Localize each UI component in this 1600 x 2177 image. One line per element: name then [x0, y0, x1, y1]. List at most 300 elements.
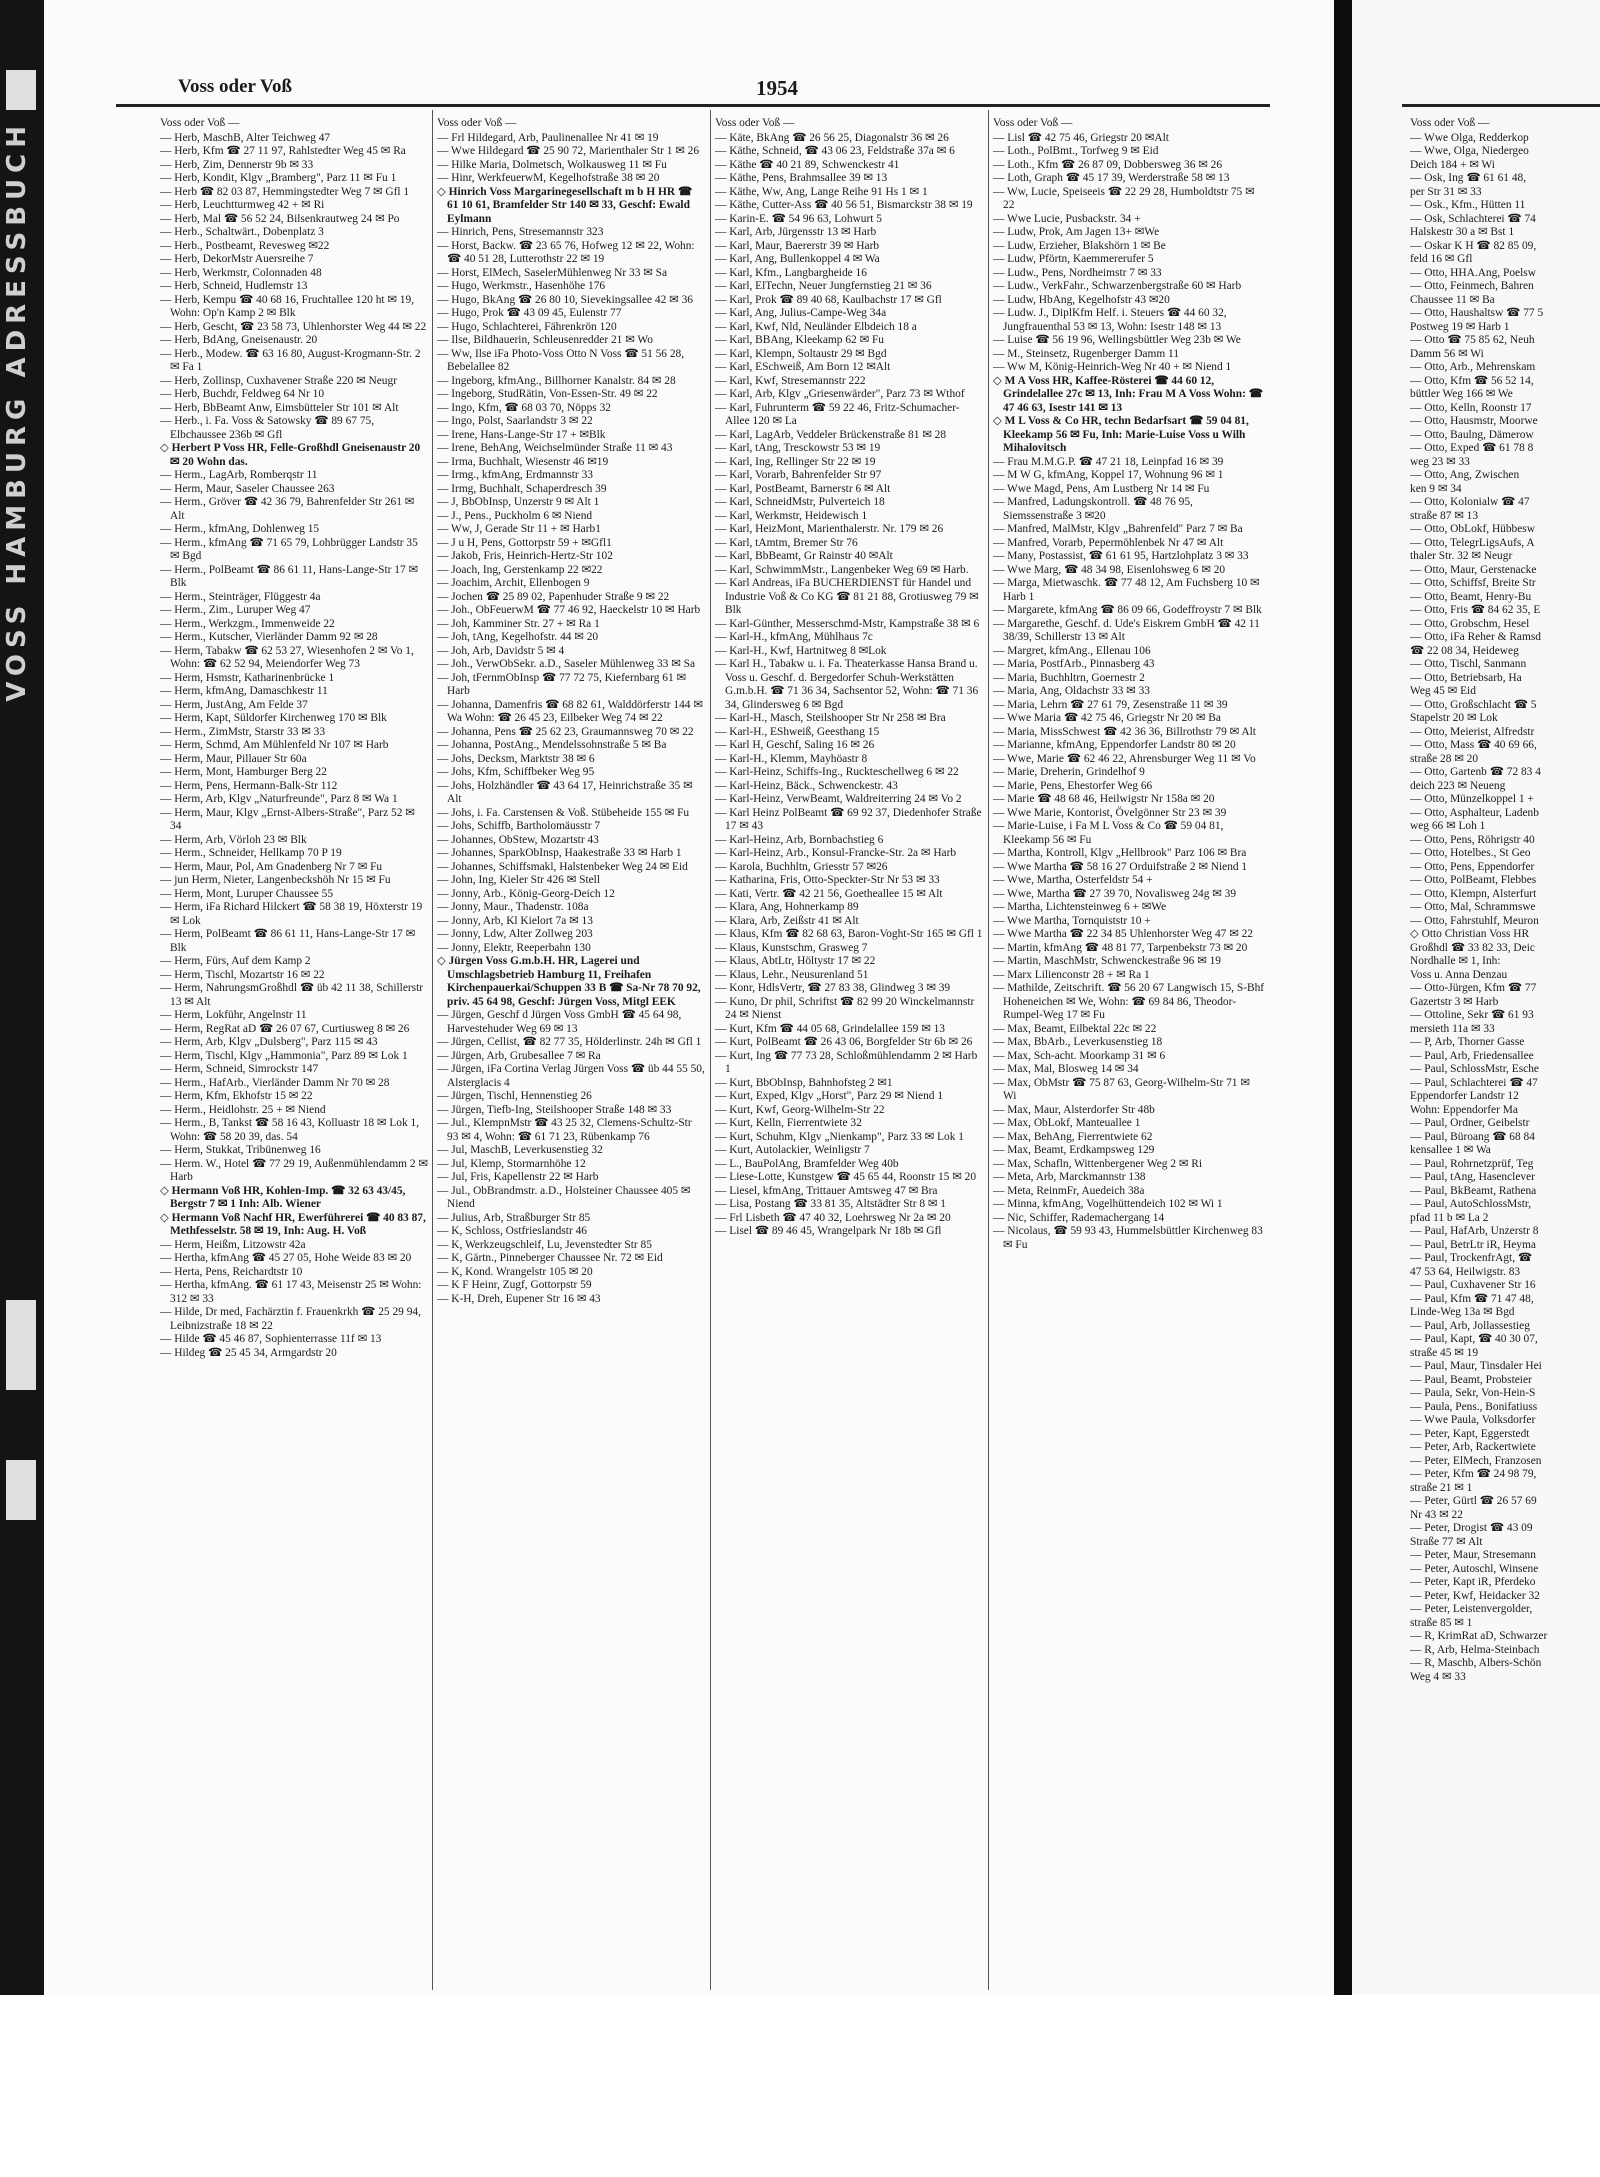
directory-entry: Damm 56 ✉ Wi	[1410, 347, 1484, 360]
directory-entry: — Otto, HHA.Ang, Poelsw	[1410, 266, 1536, 279]
directory-entry: — Kurt, Schuhm, Klgv „Nienkamp", Parz 33 ✉ Lok 1	[715, 1130, 964, 1143]
directory-entry: — Otto, Pens, Eppendorfer	[1410, 860, 1535, 873]
directory-entry: — Wwe Marg, ☎ 48 34 98, Eisenlohsweg 6 ✉ 20	[993, 563, 1226, 576]
directory-entry: — Johs, Decksm, Marktstr 38 ✉ 6	[437, 752, 595, 765]
directory-entry: — Martha, Lichtensteinweg 6 + ✉We	[993, 901, 1167, 913]
directory-entry: — Otto, Fris ☎ 84 62 35, E	[1410, 604, 1541, 616]
directory-entry: — Herm, iFa Richard Hilckert ☎ 58 38 19, Höxterstr 19 ✉ Lok	[160, 901, 423, 927]
directory-entry: — Karl-H., Masch, Steilshooper Str Nr 258 ✉ Bra	[715, 712, 946, 724]
directory-entry: — Otto, Tischl, Sanmann	[1410, 658, 1527, 670]
directory-entry: — Karl, PostBeamt, Barnerstr 6 ✉ Alt	[715, 482, 891, 495]
directory-entry: — Oskar K H ☎ 82 85 09,	[1410, 239, 1537, 252]
page-header	[116, 70, 1268, 104]
directory-entry: feld 16 ✉ Gfl	[1410, 253, 1473, 265]
directory-entry: — Ottoline, Sekr ☎ 61 93	[1410, 1009, 1534, 1021]
directory-entry: — Herm, Pens, Hermann-Balk-Str 112	[160, 779, 338, 792]
directory-entry: — Ludw, Prok, Am Jagen 13+ ✉We	[993, 226, 1160, 238]
directory-entry: — Karl, Kfm., Langbargheide 16	[715, 266, 867, 279]
directory-entry: — Wwe, Martha ☎ 27 39 70, Novalisweg 24g ✉ 39	[993, 887, 1237, 900]
directory-entry: — Herb, Kondit, Klgv „Bramberg", Parz 11 ✉ Fu 1	[160, 172, 397, 184]
directory-entry: — Johanna, Damenfris ☎ 68 82 61, Walddörferstr 144 ✉ Wa Wohn: ☎ 26 45 23, Eilbeker Weg 74 ✉ 22	[437, 698, 703, 724]
directory-entry: — Ww, Lucie, Speiseeis ☎ 22 29 28, Humboldtstr 75 ✉ 22	[993, 185, 1255, 211]
directory-entry: — Herm., ZimMstr, Starstr 33 ✉ 33	[160, 725, 326, 738]
directory-entry: — Jul, MaschB, Leverkusenstieg 32	[437, 1144, 603, 1156]
directory-entry: — Otto, Baulng, Dämerow	[1410, 428, 1534, 441]
directory-entry: Straße 77 ✉ Alt	[1410, 1535, 1483, 1548]
directory-entry: — Karl, tAng, Tresckowstr 53 ✉ 19	[715, 442, 881, 454]
directory-entry: — Herm., Gröver ☎ 42 36 79, Bahrenfelder Str 261 ✉ Alt	[160, 496, 415, 522]
directory-entry: — Margarete, kfmAng ☎ 86 09 66, Godeffroystr 7 ✉ Blk	[993, 604, 1262, 616]
directory-entry: — Max, Sch-acht. Moorkamp 31 ✉ 6	[993, 1049, 1166, 1062]
directory-entry: — Luise ☎ 56 19 96, Wellingsbüttler Weg 23b ✉ We	[993, 334, 1241, 346]
directory-entry: — Otto, Ang, Zwischen	[1410, 469, 1520, 481]
directory-entry: kensallee 1 ✉ Wa	[1410, 1144, 1491, 1156]
directory-entry: — Otto, Klempn, Alsterfurt	[1410, 887, 1537, 900]
column-head: Voss oder Voß —	[160, 117, 240, 129]
directory-entry: — Wwe, Olga, Niedergeo	[1410, 145, 1529, 157]
directory-entry: — Jul, Fris, Kapellenstr 22 ✉ Harb	[437, 1171, 599, 1183]
directory-entry: — Herb, BdAng, Gneisenaustr. 20	[160, 334, 318, 346]
directory-entry: — Peter, Drogist ☎ 43 09	[1410, 1522, 1533, 1534]
directory-entry: — Otto, Hotelbes., St Geo	[1410, 847, 1531, 859]
directory-entry: — Jonny, Elektr, Reeperbahn 130	[437, 941, 591, 954]
directory-entry: — Johanna, PostAng., Mendelssohnstraße 5 ✉ Ba	[437, 739, 667, 751]
right-header-rule	[1402, 104, 1600, 107]
directory-entry: — K, Schloss, Ostfrieslandstr 46	[437, 1225, 587, 1237]
directory-entry: — Hilde, Dr med, Fachärztin f. Frauenkrkh ☎ 25 29 94, Leibnizstraße 18 ✉ 22	[160, 1306, 421, 1332]
directory-entry: — Kurt, Autolackier, Weinligstr 7	[715, 1144, 870, 1156]
directory-entry: — Peter, Kapt, Eggerstedt	[1410, 1427, 1530, 1440]
directory-entry: straße 28 ✉ 20	[1410, 752, 1479, 765]
directory-entry: — Herb., i. Fa. Voss & Satowsky ☎ 89 67 75, Elbchaussee 236b ✉ Gfl	[160, 415, 375, 441]
directory-entry: — Otto ☎ 75 85 62, Neuh	[1410, 334, 1535, 346]
directory-entry: — Herm, Mont, Luruper Chaussee 55	[160, 887, 334, 900]
directory-entry: 47 53 64, Heilwigstr. 83	[1410, 1265, 1521, 1278]
directory-entry: — Ingo, Polst, Saarlandstr 3 ✉ 22	[437, 415, 593, 427]
directory-entry: — Wwe Marie, Kontorist, Övelgönner Str 23 ✉ 39	[993, 806, 1227, 819]
spine-band	[6, 70, 36, 110]
directory-entry: — Herm, kfmAng, Damaschkestr 11	[160, 685, 328, 697]
directory-entry: — Karl, Ing, Rellinger Str 22 ✉ 19	[715, 455, 876, 468]
directory-entry: — Maria, Buchhltrn, Goernestr 2	[993, 671, 1145, 684]
column-4	[993, 117, 1265, 1987]
directory-entry: — Hildeg ☎ 25 45 34, Armgardstr 20	[160, 1346, 337, 1359]
directory-entry: — Manfred, MalMstr, Klgv „Bahrenfeld" Parz 7 ✉ Ba	[993, 523, 1243, 535]
directory-entry: — Mathilde, Zeitschrift. ☎ 56 20 67 Langwisch 15, S-Bhf Hoheneichen ✉ We, Wohn: ☎ 69 84 86, Theodor-Rumpel-Weg 17 ✉ Fu	[993, 982, 1265, 1021]
directory-entry: — Karl, ESchweiß, Am Born 12 ✉Alt	[715, 361, 891, 373]
directory-entry: — Ilse, Bildhauerin, Schleusenredder 21 ✉ Wo	[437, 334, 653, 346]
directory-entry: — Peter, Kapt iR, Pferdeko	[1410, 1576, 1536, 1588]
directory-entry: — Karl, ElTechn, Neuer Jungfernstieg 21 ✉ 36	[715, 280, 932, 292]
directory-entry: — Marx Lilienconstr 28 + ✉ Ra 1	[993, 968, 1150, 981]
directory-entry: — Herm., Zim., Luruper Weg 47	[160, 604, 311, 616]
directory-entry: — K F Heinr, Zugf, Gottorpstr 59	[437, 1279, 592, 1291]
directory-entry: thaler Str. 32 ✉ Neugr	[1410, 550, 1513, 562]
directory-entry: — Käthe, Pens, Brahmsallee 39 ✉ 13	[715, 172, 888, 184]
directory-entry: — Herta, Pens, Reichardtstr 10	[160, 1265, 303, 1278]
directory-entry: — Herm, Maur, Pol, Am Gnadenberg Nr 7 ✉ Fu	[160, 860, 383, 873]
directory-entry: — Otto, Maur, Gerstenacke	[1410, 563, 1537, 576]
directory-entry: — Paul, Kfm ☎ 71 47 48,	[1410, 1292, 1534, 1305]
directory-entry: — Jonny, Arb., König-Georg-Deich 12	[437, 887, 615, 900]
directory-entry: ken 9 ✉ 34	[1410, 482, 1462, 495]
directory-entry: — Max, BehAng, Fierrentwiete 62	[993, 1130, 1153, 1143]
directory-entry: — Herb, Schneid, Hudlemstr 13	[160, 280, 308, 292]
directory-entry: — Herm, Stukkat, Tribünenweg 16	[160, 1144, 321, 1156]
directory-entry: Deich 184 + ✉ Wi	[1410, 158, 1495, 171]
directory-entry: — Peter, Kfm ☎ 24 98 79,	[1410, 1468, 1537, 1480]
directory-entry: — Kurt, Kfm ☎ 44 05 68, Grindelallee 159 ✉ 13	[715, 1022, 945, 1035]
directory-entry: — John, Ing, Kieler Str 426 ✉ Stell	[437, 874, 600, 886]
directory-entry: — Herb, Kfm ☎ 27 11 97, Rahlstedter Weg 45 ✉ Ra	[160, 145, 406, 157]
directory-entry: ◇ Jürgen Voss G.m.b.H. HR, Lagerei und Umschlagsbetrieb Hamburg 11, Freihafen Kirchenpauerkai/Schuppen 33 B ☎ Sa-Nr 78 70 92, priv. 45 64 98, Geschf: Jürgen Voss, Mitgl EEK	[437, 955, 701, 1008]
directory-entry: — Karl, Fuhrunterm ☎ 59 22 46, Fritz-Schumacher-Allee 120 ✉ La	[715, 401, 960, 427]
directory-entry: — Kurt, Kelln, Fierrentwiete 32	[715, 1117, 862, 1129]
directory-entry: — Max, ObLokf, Manteuallee 1	[993, 1117, 1141, 1129]
directory-entry: — Paul, BkBeamt, Rathena	[1410, 1184, 1537, 1197]
directory-entry: — Karl, Vorarb, Bahrenfelder Str 97	[715, 469, 882, 481]
directory-entry: — Otto, ObLokf, Hübbesw	[1410, 523, 1535, 535]
directory-entry: — Karl-H., EShweiß, Geesthang 15	[715, 725, 880, 738]
directory-entry: — M., Steinsetz, Rugenberger Damm 11	[993, 347, 1180, 360]
directory-entry: — Herm, Lokführ, Angelnstr 11	[160, 1009, 307, 1021]
directory-entry: — Jürgen, Arb, Grubesallee 7 ✉ Ra	[437, 1049, 601, 1062]
directory-entry: — Maria, Ang, Oldachstr 33 ✉ 33	[993, 685, 1150, 697]
directory-entry: — L., BauPolAng, Bramfelder Weg 40b	[715, 1157, 899, 1170]
directory-entry: — Peter, ElMech, Franzosen	[1410, 1454, 1542, 1467]
directory-entry: — Herm, Schmd, Am Mühlenfeld Nr 107 ✉ Harb	[160, 739, 389, 751]
directory-entry: — Otto, Fahrstuhlf, Meuron	[1410, 914, 1539, 927]
directory-entry: — Kati, Vertr. ☎ 42 21 56, Goetheallee 15 ✉ Alt	[715, 887, 943, 900]
column-head: Voss oder Voß —	[715, 117, 795, 129]
directory-entry: — Herm., HafArb., Vierländer Damm Nr 70 ✉ 28	[160, 1076, 390, 1089]
directory-entry: — Johs, i. Fa. Carstensen & Voß. Stübeheide 155 ✉ Fu	[437, 806, 690, 819]
directory-entry: — Max, Mal, Blosweg 14 ✉ 34	[993, 1063, 1139, 1075]
directory-entry: — Max, BbArb., Leverkusenstieg 18	[993, 1036, 1163, 1048]
directory-entry: — Wwe Magd, Pens, Am Lustberg Nr 14 ✉ Fu	[993, 482, 1210, 495]
directory-entry: — Karl Andreas, iFa BUCHERDIENST für Handel und Industrie Voß & Co KG ☎ 81 21 88, Grotiusweg 79 ✉ Blk	[715, 577, 979, 616]
directory-entry: — Otto, Arb., Mehrenskam	[1410, 361, 1536, 373]
directory-entry: — Klaus, AbtLtr, Höltystr 17 ✉ 22	[715, 955, 876, 967]
directory-entry: — Marie ☎ 48 68 46, Heilwigstr Nr 158a ✉ 20	[993, 793, 1215, 805]
directory-entry: — Paul, TrockenfrAgt, ☎	[1410, 1252, 1533, 1264]
directory-entry: — Klaus, Kunstschm, Grasweg 7	[715, 941, 868, 954]
left-page-edge	[0, 0, 44, 1995]
directory-entry: — Max, ObMstr ☎ 75 87 63, Georg-Wilhelm-Str 71 ✉ Wi	[993, 1076, 1250, 1102]
directory-entry: — Herm, Arb, Klgv „Dulsberg", Parz 115 ✉ 43	[160, 1036, 378, 1048]
directory-entry: — Meta, Arb, Marckmannstr 138	[993, 1171, 1146, 1183]
directory-entry: — Otto, Gartenb ☎ 72 83 4	[1410, 766, 1541, 778]
directory-entry: — Jürgen, Cellist, ☎ 82 77 35, Hölderlinstr. 24h ✉ Gfl 1	[437, 1036, 702, 1048]
column-1	[160, 117, 428, 1987]
directory-entry: — Jonny, Arb, Kl Kielort 7a ✉ 13	[437, 914, 593, 927]
directory-entry: Postweg 19 ✉ Harb 1	[1410, 320, 1510, 333]
directory-entry: — Loth., PolBmt., Torfweg 9 ✉ Eid	[993, 145, 1159, 157]
directory-entry: — Paul, Büroang ☎ 68 84	[1410, 1130, 1535, 1143]
directory-entry: — Käthe, Cutter-Ass ☎ 40 56 51, Bismarckstr 38 ✉ 19	[715, 199, 973, 211]
directory-entry: — Paul, Ordner, Geibelstr	[1410, 1117, 1530, 1129]
directory-entry: — J, BbObInsp, Unzerstr 9 ✉ Alt 1	[437, 496, 600, 508]
page-number: 1954	[756, 76, 798, 100]
directory-entry: — Paula, Sekr, Von-Hein-S	[1410, 1387, 1536, 1399]
directory-entry: — Johannes, SparkObInsp, Haakestraße 33 ✉ Harb 1	[437, 847, 682, 859]
directory-entry: — Herm. W., Hotel ☎ 77 29 19, Außenmühlendamm 2 ✉ Harb	[160, 1157, 428, 1183]
header-rule	[116, 104, 1270, 107]
directory-entry: — Peter, Autoschl, Winsene	[1410, 1562, 1539, 1575]
directory-entry: — Many, Postassist, ☎ 61 61 95, Hartzlohplatz 3 ✉ 33	[993, 550, 1249, 562]
directory-entry: — Herm., B, Tankst ☎ 58 16 43, Kolluastr 18 ✉ Lok 1, Wohn: ☎ 58 20 39, das. 54	[160, 1117, 420, 1143]
directory-entry: — Hilke Maria, Dolmetsch, Wolkausweg 11 ✉ Fu	[437, 158, 667, 171]
directory-entry: — Loth, Graph ☎ 45 17 39, Werderstraße 58 ✉ 13	[993, 172, 1230, 184]
directory-entry: Eppendorfer Landstr 12	[1410, 1090, 1519, 1102]
directory-entry: — Herm, Maur, Pillauer Str 60a	[160, 752, 307, 765]
column-head: Voss oder Voß —	[437, 117, 517, 129]
directory-entry: — Käte, BkAng ☎ 26 56 25, Diagonalstr 36 ✉ 26	[715, 131, 949, 144]
directory-entry: — Osk., Kfm., Hütten 11	[1410, 199, 1526, 211]
directory-entry: — Osk, Ing ☎ 61 61 48,	[1410, 172, 1527, 184]
directory-entry: — Karin-E. ☎ 54 96 63, Lohwurt 5	[715, 212, 882, 225]
directory-entry: — Hugo, Schlachterei, Fährenkrön 120	[437, 320, 617, 333]
directory-entry: — Otto, Schiffsf, Breite Str	[1410, 577, 1536, 589]
directory-entry: — Osk, Schlachterei ☎ 74	[1410, 212, 1536, 225]
directory-entry: straße 85 ✉ 1	[1410, 1616, 1473, 1629]
directory-entry: ◇ Hermann Voß Nachf HR, Ewerführerei ☎ 40 83 87, Methfesselstr. 58 ✉ 19, Inh: Aug. H. Voß	[160, 1211, 426, 1237]
directory-entry: — Otto, iFa Reher & Ramsd	[1410, 631, 1541, 643]
directory-entry: — Otto-Jürgen, Kfm ☎ 77	[1410, 982, 1537, 994]
directory-entry: — jun Herm, Nieter, Langenbeckshöh Nr 15 ✉ Fu	[160, 874, 391, 886]
directory-entry: — Karl, Arb, Klgv „Griesenwärder", Parz 73 ✉ Wthof	[715, 388, 965, 400]
directory-entry: — Jul, Klemp, Stormarnhöhe 12	[437, 1157, 586, 1170]
directory-entry: — Peter, Leistenvergolder,	[1410, 1603, 1533, 1615]
directory-entry: — Karl, Arb, Jürgensstr 13 ✉ Harb	[715, 226, 877, 238]
directory-entry: — Martha, Kontroll, Klgv „Hellbrook" Parz 106 ✉ Bra	[993, 847, 1247, 859]
directory-entry: — Herm, Arb, Klgv „Naturfreunde", Parz 8 ✉ Wa 1	[160, 793, 398, 805]
directory-entry: — Otto, Kfm ☎ 56 52 14,	[1410, 374, 1534, 387]
directory-entry: — Karl, SchwimmMstr., Langenbeker Weg 69 ✉ Harb.	[715, 563, 969, 576]
directory-entry: — Herm, Heißm, Litzowstr 42a	[160, 1238, 306, 1251]
directory-entry: — Wwe Martha ☎ 58 16 27 Orduifstraße 2 ✉ Niend 1	[993, 860, 1248, 873]
directory-entry: büttler Weg 166 ✉ We	[1410, 388, 1513, 400]
directory-entry: — Otto, Münzelkoppel 1 +	[1410, 793, 1534, 805]
directory-entry: — Karl-Heinz, Schiffs-Ing., Ruckteschellweg 6 ✉ 22	[715, 766, 959, 778]
directory-entry: — Manfred, Vorarb, Pepermöhlenbek Nr 47 ✉ Alt	[993, 536, 1224, 549]
directory-entry: — Paula, Pens., Bonifatiuss	[1410, 1400, 1538, 1413]
directory-entry: — Herm., kfmAng ☎ 71 65 79, Lohbrügger Landstr 35 ✉ Bgd	[160, 536, 418, 562]
directory-entry: — Herm., Steinträger, Flüggestr 4a	[160, 590, 321, 603]
directory-entry: — Hinrich, Pens, Stresemannstr 323	[437, 226, 604, 238]
directory-entry: — Jürgen, iFa Cortina Verlag Jürgen Voss ☎ üb 44 55 50, Alsterglacis 4	[437, 1063, 705, 1089]
directory-entry: — Hertha, kfmAng ☎ 45 27 05, Hohe Weide 83 ✉ 20	[160, 1252, 412, 1264]
directory-entry: — Karl, Ang, Julius-Campe-Weg 34a	[715, 307, 887, 319]
directory-entry: — Herm., Heidlohstr. 25 + ✉ Niend	[160, 1103, 326, 1116]
directory-entry: — Herb., Schaltwärt., Dobenplatz 3	[160, 226, 324, 238]
directory-entry: — Marie, Dreherin, Grindelhof 9	[993, 766, 1145, 778]
directory-entry: — Otto, Kolonialw ☎ 47	[1410, 496, 1530, 508]
directory-entry: Nr 43 ✉ 22	[1410, 1508, 1463, 1521]
directory-entry: — Hilde ☎ 45 46 87, Sophienterrasse 11f ✉ 13	[160, 1333, 382, 1345]
directory-entry: — Jürgen, Tiefb-Ing, Steilshooper Straße 148 ✉ 33	[437, 1103, 672, 1116]
directory-entry: — Ludw, Pförtn, Kaemmererufer 5	[993, 253, 1154, 265]
directory-entry: — Max, Beamt, Eilbektal 22c ✉ 22	[993, 1022, 1157, 1035]
directory-entry: — Lisel ☎ 89 46 45, Wrangelpark Nr 18b ✉ Gfl	[715, 1225, 942, 1237]
spine-band	[6, 1460, 36, 1520]
directory-entry: straße 87 ✉ 13	[1410, 509, 1479, 522]
directory-entry: — Herm., LagArb, Romberqstr 11	[160, 469, 318, 481]
directory-entry: — Karl, HeizMont, Marienthalerstr. Nr. 179 ✉ 26	[715, 523, 944, 535]
directory-entry: — Herm, Tischl, Klgv „Hammonia", Parz 89 ✉ Lok 1	[160, 1049, 408, 1062]
directory-entry: — Herm, NahrungsmGroßhdl ☎ üb 42 11 38, Schillerstr 13 ✉ Alt	[160, 982, 424, 1008]
directory-entry: — Karl Heinz PolBeamt ☎ 69 92 37, Diedenhofer Straße 17 ✉ 43	[715, 806, 982, 832]
directory-entry: — Martin, MaschMstr, Schwenckestraße 96 ✉ 19	[993, 955, 1221, 967]
directory-entry: — Margarethe, Geschf. d. Ude's Eiskrem GmbH ☎ 42 11 38/39, Schillerstr 13 ✉ Alt	[993, 617, 1260, 643]
directory-entry: — Otto, Asphalteur, Ladenb	[1410, 806, 1539, 819]
directory-entry: Linde-Weg 13a ✉ Bgd	[1410, 1306, 1515, 1318]
right-page-column	[1410, 117, 1598, 1987]
directory-entry: pfad 11 b ✉ La 2	[1410, 1211, 1489, 1224]
directory-entry: — Herb, Zollinsp, Cuxhavener Straße 220 ✉ Neugr	[160, 374, 397, 387]
directory-entry: — Otto, Pens, Röhrigstr 40	[1410, 833, 1535, 846]
directory-entry: — Otto, Haushaltsw ☎ 77 5	[1410, 307, 1544, 319]
directory-entry: — Paul, AutoSchlossMstr,	[1410, 1198, 1532, 1210]
directory-entry: — Irmg., kfmAng, Erdmannstr 33	[437, 469, 593, 481]
directory-entry: — Irene, BehAng, Weichselmünder Straße 11 ✉ 43	[437, 442, 673, 454]
directory-entry: — Otto, Feinmech, Bahren	[1410, 280, 1534, 292]
directory-entry: — Herm., Werkzgm., Immenweide 22	[160, 617, 335, 630]
directory-entry: — Otto, Grobschm, Hesel	[1410, 617, 1530, 630]
directory-entry: — Jürgen, Tischl, Hennenstieg 26	[437, 1090, 592, 1102]
directory-entry: — Paul, Arb, Friedensallee	[1410, 1049, 1534, 1062]
directory-entry: ◇ Herbert P Voss HR, Felle-Großhdl Gneisenaustr 20 ✉ 20 Wohn das.	[160, 442, 421, 468]
directory-entry: — Otto, PolBeamt, Flebbes	[1410, 874, 1537, 886]
directory-entry: — Max, Beamt, Erdkampsweg 129	[993, 1144, 1155, 1156]
directory-entry: — Marga, Mietwaschk. ☎ 77 48 12, Am Fuchsberg 10 ✉ Harb 1	[993, 577, 1260, 603]
directory-entry: — Wwe, Marie ☎ 62 46 22, Ahrensburger Weg 11 ✉ Vo	[993, 752, 1256, 765]
directory-entry: — Jakob, Fris, Heinrich-Hertz-Str 102	[437, 550, 613, 562]
directory-entry: — Käthe, Schneid, ☎ 43 06 23, Feldstraße 37a ✉ 6	[715, 145, 955, 157]
directory-entry: — Klaus, Kfm ☎ 82 68 63, Baron-Voght-Str 165 ✉ Gfl 1	[715, 928, 983, 940]
directory-entry: — Kurt, PolBeamt ☎ 26 43 06, Borgfelder Str 6b ✉ 26	[715, 1036, 973, 1048]
directory-entry: — Ingo, Kfm, ☎ 68 03 70, Nöpps 32	[437, 401, 611, 414]
directory-entry: — Wwe Martha, Tornquiststr 10 +	[993, 914, 1151, 927]
directory-entry: — Herm, RegRat aD ☎ 26 07 67, Curtiusweg 8 ✉ 26	[160, 1022, 410, 1035]
directory-entry: Chaussee 11 ✉ Ba	[1410, 293, 1495, 306]
directory-entry: weg 66 ✉ Loh 1	[1410, 820, 1486, 832]
directory-entry: — Otto, Mass ☎ 40 69 66,	[1410, 739, 1537, 751]
directory-entry: — Irene, Hans-Lange-Str 17 + ✉Blk	[437, 428, 606, 441]
directory-entry: — Otto, Mal, Schrammswe	[1410, 901, 1536, 913]
directory-entry: — Karl, BBAng, Kleekamp 62 ✉ Fu	[715, 334, 884, 346]
directory-entry: — K, Kond. Wrangelstr 105 ✉ 20	[437, 1265, 593, 1278]
directory-entry: — Jochen ☎ 25 89 02, Papenhuder Straße 9 ✉ 22	[437, 590, 670, 603]
directory-entry: — Maria, PostfArb., Pinnasberg 43	[993, 658, 1155, 670]
directory-entry: — Irmg, Buchhalt, Schaperdresch 39	[437, 482, 607, 495]
directory-entry: — Karl-H., Kwf, Hartnitweg 8 ✉Lok	[715, 644, 887, 657]
directory-entry: — R, Arb, Helma-Steinbach	[1410, 1643, 1540, 1656]
directory-entry: — Wwe Paula, Volksdorfer	[1410, 1414, 1536, 1426]
directory-entry: — Paul, BetrLtr iR, Heyma	[1410, 1238, 1536, 1251]
directory-entry: — Joach, Ing, Gerstenkamp 22 ✉22	[437, 563, 603, 576]
directory-entry: — Nic, Schiffer, Rademachergang 14	[993, 1211, 1165, 1224]
directory-entry: — Ludw. J., DiplKfm Helf. i. Steuers ☎ 44 60 32, Jungfrauenthal 53 ✉ 13, Wohn: Isestr 148 ✉ 13	[993, 307, 1227, 333]
directory-entry: — Jul., KlempnMstr ☎ 43 25 32, Clemens-Schultz-Str 93 ✉ 4, Wohn: ☎ 61 71 23, Rübenkamp 76	[437, 1117, 692, 1143]
directory-entry: — Joh, Kamminer Str. 27 + ✉ Ra 1	[437, 617, 600, 630]
directory-entry: — Kurt, Ing ☎ 77 73 28, Schloßmühlendamm 2 ✉ Harb 1	[715, 1049, 978, 1075]
directory-entry: — Johs, Schiffb, Bartholomäusstr 7	[437, 820, 601, 832]
directory-entry: deich 223 ✉ Neueng	[1410, 779, 1506, 792]
spine-band	[6, 1300, 36, 1390]
directory-entry: — Karola, Buchhltn, Griesstr 57 ✉26	[715, 860, 888, 873]
directory-entry: — Herm, Tabakw ☎ 62 53 27, Wiesenhofen 2 ✉ Vo 1, Wohn: ☎ 62 52 94, Meiendorfer Weg 73	[160, 644, 414, 670]
directory-entry: — Marie, Pens, Ehestorfer Weg 66	[993, 779, 1153, 792]
directory-entry: mersieth 11a ✉ 33	[1410, 1022, 1495, 1035]
directory-entry: — Johs, Holzhändler ☎ 43 64 17, Heinrichstraße 35 ✉ Alt	[437, 779, 693, 805]
directory-entry: — Julius, Arb, Straßburger Str 85	[437, 1211, 591, 1224]
directory-entry: ◇ Hermann Voß HR, Kohlen-Imp. ☎ 32 63 43/45, Bergstr 7 ✉ 1 Inh: Alb. Wiener	[160, 1184, 406, 1210]
directory-entry: — Herb, Buchdr, Feldweg 64 Nr 10	[160, 388, 325, 400]
directory-entry: — Karl, tAmtm, Bremer Str 76	[715, 536, 858, 549]
directory-entry: — Hugo, Prok ☎ 43 09 45, Eulenstr 77	[437, 307, 622, 319]
directory-entry: — Jonny, Ldw, Alter Zollweg 203	[437, 928, 593, 940]
directory-entry: — Joh, tFernmObInsp ☎ 77 72 75, Kiefernbarg 61 ✉ Harb	[437, 671, 687, 697]
directory-entry: — Wwe Hildegard ☎ 25 90 72, Marienthaler Str 1 ✉ 26	[437, 145, 700, 157]
directory-entry: — Karl, Kwf, Stresemannstr 222	[715, 374, 866, 387]
directory-entry: — Irma, Buchhalt, Wiesenstr 46 ✉19	[437, 455, 609, 468]
directory-entry: — Hugo, BkAng ☎ 26 80 10, Sievekingsallee 42 ✉ 36	[437, 293, 693, 306]
directory-entry: — Lisl ☎ 42 75 46, Griegstr 20 ✉Alt	[993, 131, 1169, 144]
directory-entry: — Herb, BbBeamt Anw, Eimsbütteler Str 101 ✉ Alt	[160, 401, 399, 414]
directory-entry: — Karl-Heinz, Arb., Konsul-Francke-Str. 2a ✉ Harb	[715, 847, 957, 859]
directory-entry: — Herm, PolBeamt ☎ 86 61 11, Hans-Lange-Str 17 ✉ Blk	[160, 928, 416, 954]
directory-entry: straße 45 ✉ 19	[1410, 1346, 1479, 1359]
directory-entry: — Marianne, kfmAng, Eppendorfer Landstr 80 ✉ 20	[993, 739, 1236, 751]
directory-entry: — Klaus, Lehr., Neusurenland 51	[715, 968, 869, 981]
directory-entry: — Otto, Hausmstr, Moorwe	[1410, 415, 1538, 427]
directory-entry: — Joachim, Archit, Ellenbogen 9	[437, 577, 590, 589]
directory-entry: — Kurt, Exped, Klgv „Horst", Parz 29 ✉ Niend 1	[715, 1090, 944, 1102]
directory-entry: — Frau M.M.G.P. ☎ 47 21 18, Leinpfad 16 ✉ 39	[993, 455, 1224, 468]
column-head: Voss oder Voß —	[1410, 117, 1490, 129]
directory-entry: — Herb, DekorMstr Auersreihe 7	[160, 253, 314, 265]
directory-entry: — Wwe Maria ☎ 42 75 46, Griegstr Nr 20 ✉ Ba	[993, 712, 1221, 724]
directory-entry: — Paul, HafArb, Unzerstr 8	[1410, 1225, 1539, 1237]
directory-entry: — Kurt, BbObInsp, Bahnhofsteg 2 ✉1	[715, 1076, 893, 1089]
directory-entry: — Otto, TelegrLigsAufs, A	[1410, 536, 1535, 549]
directory-entry: — K, Werkzeugschleif, Lu, Jevenstedter Str 85	[437, 1238, 652, 1251]
directory-entry: — Wwe, Martha, Osterfeldstr 54 +	[993, 874, 1153, 886]
directory-entry: — Wwe Olga, Redderkop	[1410, 131, 1529, 144]
directory-entry: — Martin, kfmAng ☎ 48 81 77, Tarpenbekstr 73 ✉ 20	[993, 941, 1248, 954]
directory-entry: — Herb, Mal ☎ 56 52 24, Bilsenkrautweg 24 ✉ Po	[160, 212, 400, 225]
directory-entry: — Paul, Rohrnetzprüf, Teg	[1410, 1157, 1534, 1170]
directory-entry: ☎ 22 08 34, Heideweg	[1410, 644, 1519, 657]
directory-entry: — Max, Maur, Alsterdorfer Str 48b	[993, 1103, 1155, 1116]
directory-entry: — Horst, Backw. ☎ 23 65 76, Hofweg 12 ✉ 22, Wohn: ☎ 40 51 28, Lutterothstr 22 ✉ 19	[437, 239, 695, 265]
directory-entry: — J., Pens., Puckholm 6 ✉ Niend	[437, 509, 593, 522]
directory-entry: — Herm, Fürs, Auf dem Kamp 2	[160, 955, 311, 967]
directory-entry: — Frl Lisbeth ☎ 47 40 32, Loehrsweg Nr 2a ✉ 20	[715, 1211, 951, 1224]
directory-entry: — Nicolaus, ☎ 59 93 43, Hummelsbüttler Kirchenweg 83 ✉ Fu	[993, 1225, 1263, 1251]
directory-entry: — Joh., VerwObSekr. a.D., Saseler Mühlenweg 33 ✉ Sa	[437, 658, 695, 670]
directory-entry: — Herm., PolBeamt ☎ 86 61 11, Hans-Lange-Str 17 ✉ Blk	[160, 563, 419, 589]
directory-entry: — Paul, Beamt, Probsteier	[1410, 1373, 1532, 1386]
directory-entry: — Lisa, Postang ☎ 33 81 35, Altstädter Str 8 ✉ 1	[715, 1198, 946, 1210]
directory-entry: — Peter, Gürtl ☎ 26 57 69	[1410, 1495, 1537, 1507]
directory-entry: — Otto, Meierist, Alfredstr	[1410, 725, 1535, 738]
directory-entry: — Maria, Lehrn ☎ 27 61 79, Zesenstraße 11 ✉ 39	[993, 698, 1228, 711]
directory-entry: — Horst, ElMech, SaselerMühlenweg Nr 33 ✉ Sa	[437, 266, 668, 279]
directory-entry: — Herb, Gescht, ☎ 23 58 73, Uhlenhorster Weg 44 ✉ 22	[160, 320, 427, 333]
directory-entry: — Wwe Martha ☎ 22 34 85 Uhlenhorster Weg 47 ✉ 22	[993, 928, 1253, 940]
